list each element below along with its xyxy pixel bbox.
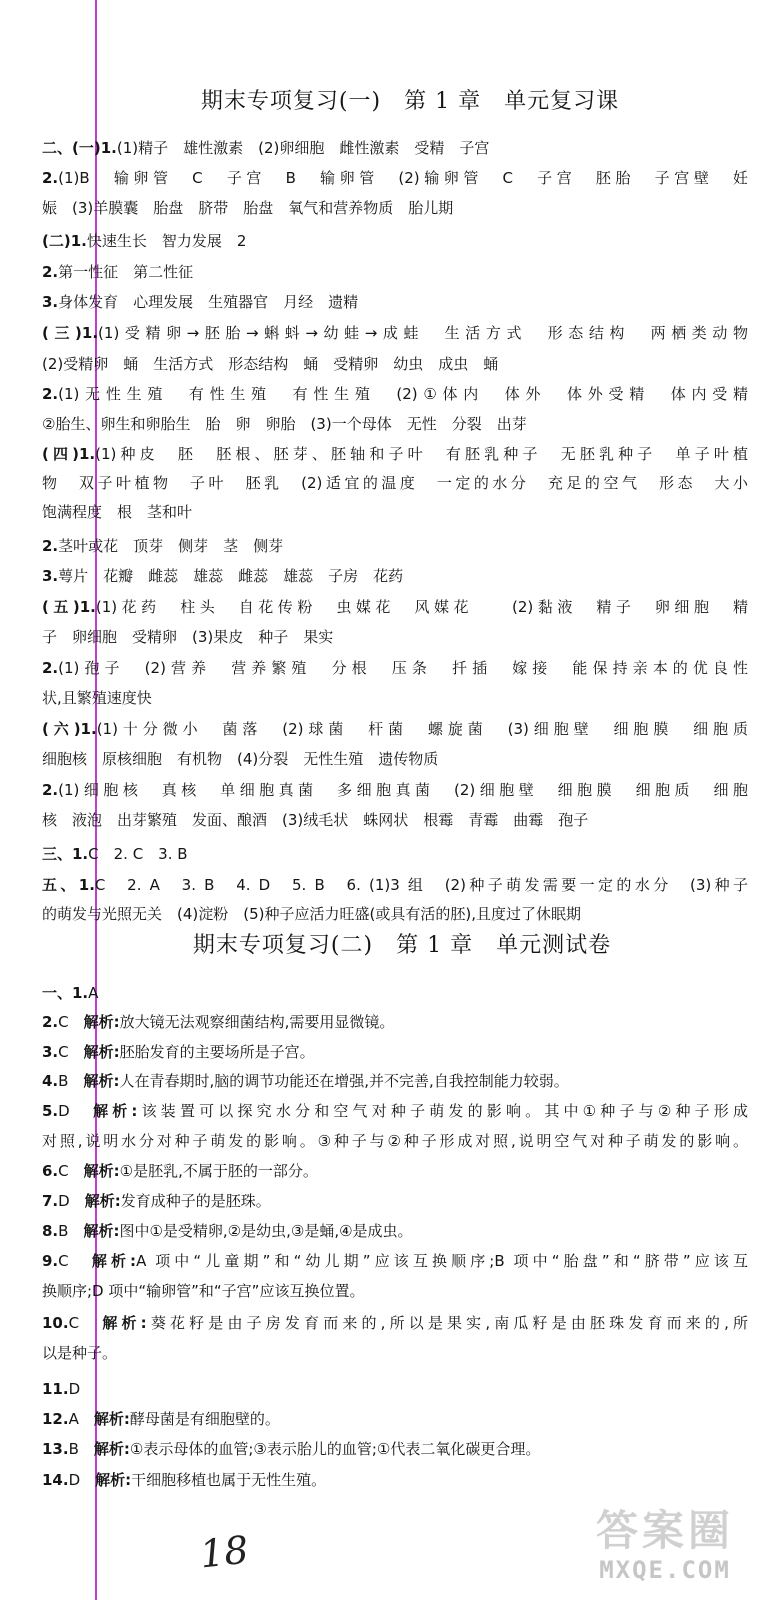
answer-line [42, 261, 748, 283]
answer-text: 第一性征 第二性征 [58, 263, 194, 281]
answer-line [42, 443, 748, 465]
question-number: (六)1. [42, 720, 97, 738]
answer-line [42, 230, 748, 252]
explanation-text: 图中①是受精卵,②是幼虫,③是蛹,④是成虫。 [119, 1222, 413, 1240]
answer-choice: A [68, 1410, 79, 1428]
section-1-title: 期末专项复习(一) 第 1 章 单元复习课 [200, 89, 620, 114]
answer-line [42, 197, 748, 219]
answer-choice: A [88, 984, 99, 1002]
section-2-title: 期末专项复习(二) 第 1 章 单元测试卷 [192, 933, 612, 958]
question-number: 7. [42, 1192, 59, 1210]
answer-line [42, 1408, 748, 1430]
answer-line [42, 1100, 748, 1122]
explanation-text: 发育成种子的是胚珠。 [120, 1192, 271, 1210]
question-number: (二)1. [42, 232, 87, 250]
explanation-label: 解析: [93, 1410, 130, 1428]
answer-line [42, 1041, 748, 1063]
answer-text: (1)孢子 (2)营养 营养繁殖 分根 压条 扦插 嫁接 能保持亲本的优良性 [58, 659, 748, 677]
answer-text: 身体发育 心理发展 生殖器官 月经 遗精 [58, 293, 359, 311]
explanation-text: A 项中“儿童期”和“幼儿期”应该互换顺序;B 项中“胎盘”和“脐带”应该互 [136, 1252, 748, 1270]
answer-choice: C [58, 1043, 69, 1061]
explanation-text: 人在青春期时,脑的调节功能还在增强,并不完善,自我控制能力较弱。 [119, 1072, 569, 1090]
question-number: 2. [42, 781, 59, 799]
answer-line [42, 137, 748, 159]
question-number: 8. [42, 1222, 59, 1240]
answer-line [42, 1250, 748, 1272]
question-number: 3. [42, 1043, 59, 1061]
question-number: 五、1. [42, 876, 95, 894]
explanation-label: 解析: [102, 1314, 147, 1332]
answer-line [42, 472, 748, 494]
explanation-text: 该装置可以探究水分和空气对种子萌发的影响。其中①种子与②种子形成 [137, 1102, 748, 1120]
answer-text: (1)精子 雄性激素 (2)卵细胞 雌性激素 受精 子宫 [116, 139, 490, 157]
answer-choice: D [58, 1102, 70, 1120]
answer-line [42, 982, 748, 1004]
explanation-label: 解析: [93, 1440, 130, 1458]
answer-choice: C [68, 1314, 80, 1332]
answer-line [42, 809, 748, 831]
explanation-text: ①表示母体的血管;③表示胎儿的血管;①代表二氧化碳更合理。 [129, 1440, 541, 1458]
question-number: 2. [42, 263, 59, 281]
answer-line [42, 1070, 748, 1092]
answer-text: 核 液泡 出芽繁殖 发面、酿酒 (3)绒毛状 蛛网状 根霉 青霉 曲霉 孢子 [42, 811, 589, 829]
answer-line [42, 167, 748, 189]
answer-text: 快速生长 智力发展 2 [86, 232, 247, 250]
answer-line [42, 565, 748, 587]
answer-text: 饱满程度 根 茎和叶 [42, 503, 193, 521]
explanation-label: 解析: [91, 1252, 137, 1270]
explanation-label: 解析: [83, 1072, 120, 1090]
answer-line [42, 413, 748, 435]
answer-line [42, 1190, 748, 1212]
answer-choice: C [58, 1252, 69, 1270]
answer-text: 娠 (3)羊膜囊 胎盘 脐带 胎盘 氧气和营养物质 胎儿期 [42, 199, 454, 217]
answer-line [42, 874, 748, 896]
answer-line [42, 1280, 748, 1302]
question-number: 13. [42, 1440, 69, 1458]
answer-line [42, 1312, 748, 1334]
answer-text: 萼片 花瓣 雌蕊 雄蕊 雌蕊 雄蕊 子房 花药 [58, 567, 404, 585]
explanation-label: 解析: [83, 1162, 120, 1180]
answer-line [42, 353, 748, 375]
question-number: 3. [42, 567, 59, 585]
question-number: (三)1. [42, 324, 99, 342]
answer-text: (1)无性生殖 有性生殖 有性生殖 (2)①体内 体外 体外受精 体内受精 [58, 385, 748, 403]
explanation-label: 解析: [83, 1043, 120, 1061]
answer-line [42, 1342, 748, 1364]
question-number: 6. [42, 1162, 59, 1180]
answer-line [42, 843, 748, 865]
question-number: 4. [42, 1072, 59, 1090]
watermark-logo [560, 1498, 770, 1594]
explanation-text: ①是胚乳,不属于胚的一部分。 [119, 1162, 318, 1180]
watermark-top-text: 答案圈 [595, 1506, 734, 1555]
answer-text: (1)受精卵→胚胎→蝌蚪→幼蛙→成蛙 生活方式 形态结构 两栖类动物 [98, 324, 748, 342]
answer-text: 子 卵细胞 受精卵 (3)果皮 种子 果实 [42, 628, 334, 646]
answer-line [42, 501, 748, 523]
answer-line [42, 657, 748, 679]
answer-choice: D [68, 1471, 81, 1489]
explanation-text: 以是种子。 [42, 1344, 118, 1362]
question-number: 12. [42, 1410, 69, 1428]
question-number: 二、(一)1. [42, 139, 117, 157]
answer-line [42, 718, 748, 740]
answer-choice: D [68, 1380, 81, 1398]
answer-choice: B [68, 1440, 79, 1458]
answer-line [42, 687, 748, 709]
explanation-text: 对照,说明水分对种子萌发的影响。③种子与②种子形成对照,说明空气对种子萌发的影响。 [42, 1132, 748, 1150]
explanation-text: 胚胎发育的主要场所是子宫。 [119, 1043, 315, 1061]
question-number: 2. [42, 385, 59, 403]
explanation-text: 换顺序;D 项中“输卵管”和“子宫”应该互换位置。 [42, 1282, 365, 1300]
answer-text: 物 双子叶植物 子叶 胚乳 (2)适宜的温度 一定的水分 充足的空气 形态 大小 [42, 474, 748, 492]
answer-text: C 2. A 3. B 4. D 5. B 6. (1)3 组 (2)种子萌发需要一定的水分 (3)种子 [94, 876, 748, 894]
handwritten-page-number: 18 [197, 1527, 251, 1577]
question-number: 9. [42, 1252, 59, 1270]
explanation-label: 解析: [83, 1013, 120, 1031]
question-number: (四)1. [42, 445, 96, 463]
question-number: 14. [42, 1471, 69, 1489]
question-number: (五)1. [42, 598, 96, 616]
answer-text: 细胞核 原核细胞 有机物 (4)分裂 无性生殖 遗传物质 [42, 750, 439, 768]
answer-line [42, 903, 748, 925]
answer-text: C 2. C 3. B [88, 845, 188, 863]
answer-line [42, 1130, 748, 1152]
explanation-text: 干细胞移植也属于无性生殖。 [131, 1471, 327, 1489]
answer-line [42, 1438, 748, 1460]
answer-choice: C [58, 1013, 69, 1031]
explanation-label: 解析: [95, 1471, 132, 1489]
question-number: 一、1. [42, 984, 89, 1002]
answer-text: (1)种皮 胚 胚根、胚芽、胚轴和子叶 有胚乳种子 无胚乳种子 单子叶植 [95, 445, 748, 463]
question-number: 2. [42, 1013, 59, 1031]
answer-line [42, 626, 748, 648]
answer-line [42, 1469, 748, 1491]
explanation-text: 酵母菌是有细胞壁的。 [129, 1410, 280, 1428]
answer-line [42, 1220, 748, 1242]
question-number: 2. [42, 537, 59, 555]
answer-choice: B [58, 1072, 69, 1090]
question-number: 3. [42, 293, 59, 311]
question-number: 2. [42, 169, 59, 187]
question-number: 11. [42, 1380, 69, 1398]
explanation-text: 葵花籽是由子房发育而来的,所以是果实,南瓜籽是由胚珠发育而来的,所 [146, 1314, 748, 1332]
answer-choice: B [58, 1222, 69, 1240]
answer-text: (1)十分微小 菌落 (2)球菌 杆菌 螺旋菌 (3)细胞壁 细胞膜 细胞质 [96, 720, 748, 738]
answer-line [42, 779, 748, 801]
answer-text: 茎叶或花 顶芽 侧芽 茎 侧芽 [58, 537, 284, 555]
answer-choice: D [58, 1192, 70, 1210]
question-number: 10. [42, 1314, 69, 1332]
explanation-label: 解析: [93, 1102, 138, 1120]
watermark-bottom-text: MXQE.COM [599, 1556, 731, 1584]
answer-line [42, 291, 748, 313]
answer-text: 的萌发与光照无关 (4)淀粉 (5)种子应活力旺盛(或具有活的胚),且度过了休眠期 [42, 905, 581, 923]
answer-line [42, 1011, 748, 1033]
answer-text: ②胎生、卵生和卵胎生 胎 卵 卵胎 (3)一个母体 无性 分裂 出芽 [42, 415, 527, 433]
answer-text: (1)花药 柱头 自花传粉 虫媒花 风媒花 (2)黏液 精子 卵细胞 精 [95, 598, 748, 616]
explanation-label: 解析: [83, 1222, 120, 1240]
question-number: 三、1. [42, 845, 89, 863]
answer-line [42, 1378, 748, 1400]
answer-line [42, 596, 748, 618]
question-number: 5. [42, 1102, 59, 1120]
answer-line [42, 1160, 748, 1182]
answer-text: (1)B 输卵管 C 子宫 B 输卵管 (2)输卵管 C 子宫 胚胎 子宫壁 妊 [58, 169, 748, 187]
answer-text: (1)细胞核 真核 单细胞真菌 多细胞真菌 (2)细胞壁 细胞膜 细胞质 细胞 [58, 781, 748, 799]
question-number: 2. [42, 659, 59, 677]
answer-text: (2)受精卵 蛹 生活方式 形态结构 蛹 受精卵 幼虫 成虫 蛹 [42, 355, 499, 373]
explanation-label: 解析: [84, 1192, 121, 1210]
answer-line [42, 535, 748, 557]
answer-line [42, 383, 748, 405]
answer-choice: C [58, 1162, 69, 1180]
answer-line [42, 748, 748, 770]
explanation-text: 放大镜无法观察细菌结构,需要用显微镜。 [119, 1013, 395, 1031]
answer-text: 状,且繁殖速度快 [42, 689, 152, 707]
answer-line [42, 322, 748, 344]
